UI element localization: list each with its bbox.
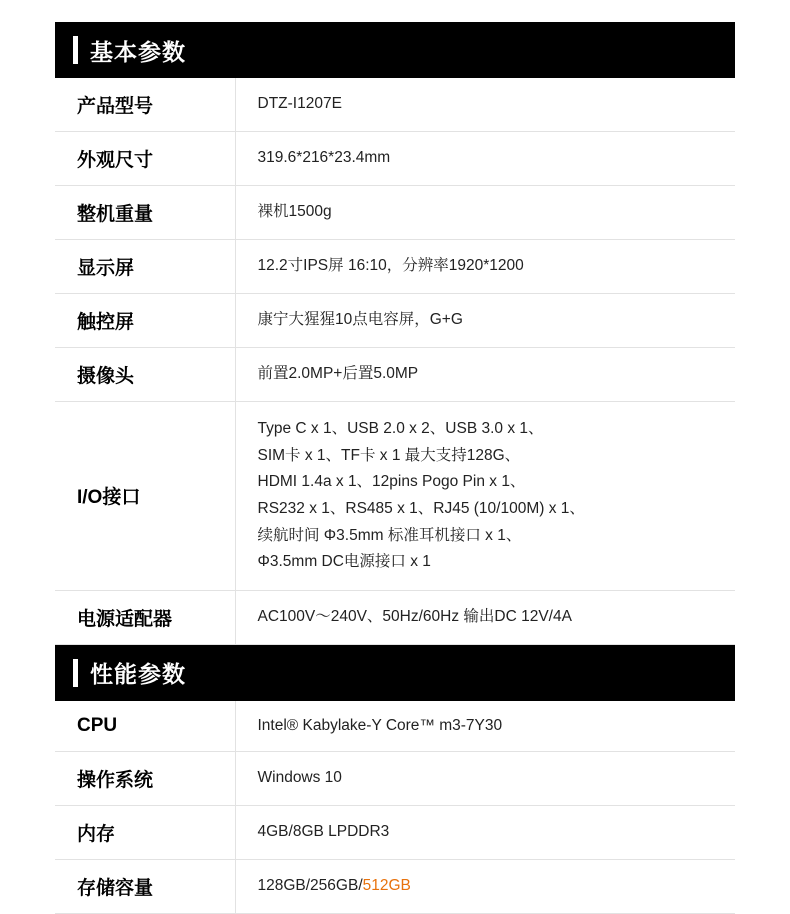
table-row-io [55, 402, 735, 591]
row-value: 12.2寸IPS屏 16:10，分辨率1920*1200 [235, 240, 735, 294]
table-row [55, 859, 735, 913]
table-row [55, 78, 735, 132]
section-header-row-performance [55, 644, 735, 701]
row-value: 319.6*216*23.4mm [235, 132, 735, 186]
io-line: 续航时间 Φ3.5mm 标准耳机接口 x 1、 [257, 526, 522, 544]
row-label: 整机重量 [55, 186, 235, 240]
section-title-performance: 性能参数 [90, 661, 186, 688]
row-label: CPU [55, 701, 235, 752]
table-row [55, 348, 735, 402]
row-label: 电源适配器 [55, 590, 235, 644]
section-accent-bar [73, 659, 78, 687]
row-value: Windows 10 [235, 751, 735, 805]
row-label: 触控屏 [55, 294, 235, 348]
row-label: I/O接口 [55, 402, 235, 591]
io-line: RS232 x 1、RS485 x 1、RJ45 (10/100M) x 1、 [257, 499, 585, 517]
section-header-cell-performance [55, 644, 735, 701]
row-label: 存储容量 [55, 859, 235, 913]
io-line: SIM卡 x 1、TF卡 x 1 最大支持128G、 [257, 446, 521, 464]
section-header-basic [55, 22, 735, 78]
table-row [55, 590, 735, 644]
table-body [55, 22, 735, 913]
row-value: Intel® Kabylake-Y Core™ m3-7Y30 [235, 701, 735, 752]
table-row [55, 132, 735, 186]
row-value: AC100V～240V、50Hz/60Hz 输出DC 12V/4A [235, 590, 735, 644]
row-label: 摄像头 [55, 348, 235, 402]
table-row [55, 751, 735, 805]
row-label: 显示屏 [55, 240, 235, 294]
table-row [55, 805, 735, 859]
row-value-storage [235, 859, 735, 913]
row-label: 操作系统 [55, 751, 235, 805]
section-accent-bar [73, 36, 78, 64]
storage-highlight: 512GB [362, 877, 411, 895]
row-label: 产品型号 [55, 78, 235, 132]
specifications-table [55, 22, 735, 914]
section-header-cell-basic [55, 22, 735, 78]
section-header-performance [55, 645, 735, 701]
storage-head: 128GB/256GB/ [257, 877, 363, 895]
table-row [55, 186, 735, 240]
io-line: Φ3.5mm DC电源接口 x 1 [257, 553, 431, 571]
row-value: 裸机1500g [235, 186, 735, 240]
row-value: DTZ-I1207E [235, 78, 735, 132]
io-line: Type C x 1、USB 2.0 x 2、USB 3.0 x 1、 [257, 420, 544, 437]
row-value: 4GB/8GB LPDDR3 [235, 805, 735, 859]
section-title-basic: 基本参数 [90, 38, 186, 65]
row-label: 内存 [55, 805, 235, 859]
row-value: 前置2.0MP+后置5.0MP [235, 348, 735, 402]
table-row [55, 240, 735, 294]
io-line: HDMI 1.4a x 1、12pins Pogo Pin x 1、 [257, 473, 526, 491]
row-value-io [235, 402, 735, 591]
row-label: 外观尺寸 [55, 132, 235, 186]
table-row [55, 294, 735, 348]
section-header-row-basic [55, 22, 735, 78]
table-row [55, 701, 735, 752]
row-value: 康宁大猩猩10点电容屏，G+G [235, 294, 735, 348]
